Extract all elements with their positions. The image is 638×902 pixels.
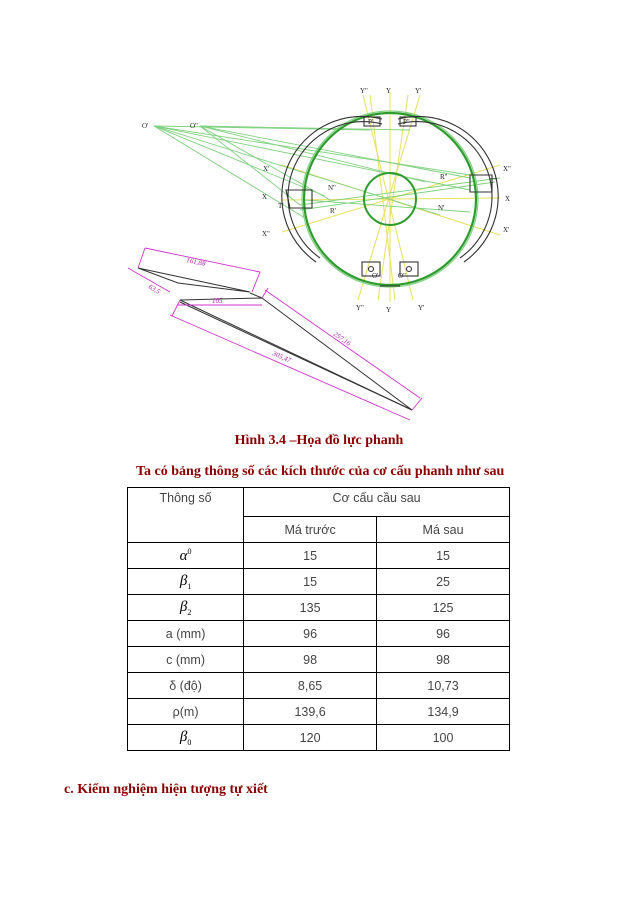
svg-text:P': P'	[368, 118, 374, 126]
svg-text:O": O"	[190, 122, 198, 130]
value-rear: 100	[377, 725, 510, 751]
svg-text:T": T"	[490, 177, 498, 185]
svg-text:N": N"	[328, 184, 336, 192]
svg-text:R": R"	[440, 173, 448, 181]
table-row	[128, 595, 510, 621]
param-cell: δ (độ)	[128, 673, 244, 699]
param-symbol: $\beta_1$	[179, 572, 192, 591]
svg-text:X': X'	[503, 226, 510, 234]
value-rear: 96	[377, 621, 510, 647]
svg-text:N': N'	[438, 204, 445, 212]
point-labels	[142, 87, 511, 314]
svg-text:T': T'	[278, 202, 284, 210]
svg-text:O': O'	[142, 122, 149, 130]
table-row	[128, 569, 510, 595]
param-symbol: $\alpha^0$	[179, 546, 192, 564]
svg-text:X: X	[262, 193, 268, 201]
value-rear: 125	[377, 595, 510, 621]
table-row	[128, 543, 510, 569]
svg-text:Y": Y"	[356, 304, 364, 312]
header-front: Má trước	[244, 517, 377, 543]
param-cell: c (mm)	[128, 647, 244, 673]
table-row	[128, 647, 510, 673]
brake-force-diagram	[0, 0, 638, 425]
svg-text:O': O'	[372, 272, 379, 280]
value-rear: 25	[377, 569, 510, 595]
svg-text:X": X"	[503, 165, 511, 173]
svg-text:257,16: 257,16	[331, 330, 353, 348]
table-row	[128, 725, 510, 751]
header-rear: Má sau	[377, 517, 510, 543]
table-intro: Ta có bảng thông số các kích thước của cơ cấu phanh như sau	[136, 464, 505, 479]
param-cell	[128, 569, 244, 595]
value-front: 15	[244, 569, 377, 595]
parameter-table	[127, 487, 510, 751]
table-row	[128, 621, 510, 647]
svg-text:63,5: 63,5	[147, 282, 162, 296]
svg-text:Y: Y	[386, 306, 392, 314]
param-cell	[128, 725, 244, 751]
svg-text:X': X'	[263, 165, 270, 173]
value-front: 15	[244, 543, 377, 569]
value-rear: 15	[377, 543, 510, 569]
header-param: Thông số	[128, 488, 244, 543]
value-front: 96	[244, 621, 377, 647]
table-row	[128, 699, 510, 725]
svg-text:105: 105	[212, 297, 223, 305]
param-cell	[128, 543, 244, 569]
svg-text:305,47: 305,47	[271, 349, 293, 365]
section-heading: c. Kiểm nghiệm hiện tượng tự xiết	[64, 782, 268, 797]
value-front: 139,6	[244, 699, 377, 725]
figure-caption: Hình 3.4 –Họa đồ lực phanh	[234, 433, 404, 448]
value-front: 135	[244, 595, 377, 621]
value-front: 98	[244, 647, 377, 673]
svg-text:Y": Y"	[360, 87, 368, 95]
param-symbol: $\beta_0$	[179, 728, 192, 747]
svg-text:P": P"	[403, 118, 410, 126]
param-cell: a (mm)	[128, 621, 244, 647]
svg-text:X": X"	[262, 230, 270, 238]
param-cell	[128, 595, 244, 621]
svg-text:R': R'	[330, 207, 336, 215]
value-front: 8,65	[244, 673, 377, 699]
svg-text:Y: Y	[386, 87, 392, 95]
svg-text:O": O"	[398, 272, 406, 280]
value-rear: 134,9	[377, 699, 510, 725]
svg-text:Y': Y'	[418, 304, 425, 312]
svg-text:161,88: 161,88	[185, 256, 207, 268]
param-cell: ρ(m)	[128, 699, 244, 725]
value-rear: 98	[377, 647, 510, 673]
dimension-values	[147, 256, 353, 365]
svg-text:Y': Y'	[415, 87, 422, 95]
table-row	[128, 673, 510, 699]
force-polygons	[138, 268, 412, 410]
param-symbol: $\beta_2$	[179, 598, 192, 617]
value-front: 120	[244, 725, 377, 751]
header-group: Cơ cấu cầu sau	[244, 488, 510, 517]
value-rear: 10,73	[377, 673, 510, 699]
svg-text:X: X	[505, 195, 511, 203]
